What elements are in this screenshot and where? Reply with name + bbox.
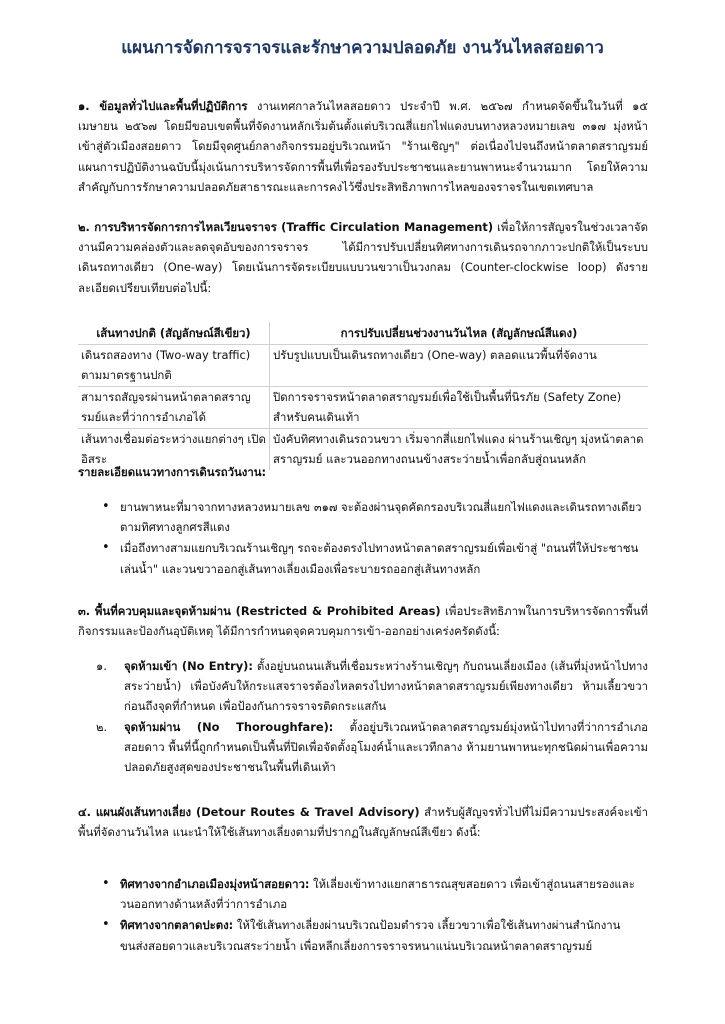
section-3-heading: ๓. พื้นที่ควบคุมและจุดห้ามผ่าน (Restricted & Prohibited Areas): [78, 604, 441, 618]
bullet-icon: •: [102, 540, 110, 556]
section-2-body: เพื่อให้การสัญจรในช่วงเวลาจัดงานมีความคล่องตัวและลดจุดอับของการจราจร ได้มีการปรับเปลี่ยนทิศทางการเดินรถจากภาวะปกติให้เป็นระบบเดินรถทางเดียว (One-way) โดยเน้นการจัดระเบียบแบบวนขวาเป็นวงกลม (Counter-clockwise loop) ดังรายละเอียดเปรียบเทียบต่อไปนี้:: [78, 220, 648, 295]
list-item: ๑. จุดห้ามเข้า (No Entry): ตั้งอยู่บนถนนเส้นที่เชื่อมระหว่างร้านเชิญๆ กับถนนเลี่ยงเมือง (เส้นที่มุ่งหน้าไปทางสระว่ายน้ำ) เพื่อบังคับให้กระแสจราจรต้องไหลตรงไปทางหน้าตลาดสราญรมย์เพียงทางเดียว ห้ามเลี้ยวขวาก่อนถึงจุดที่กำหนด เพื่อป้องกันการจราจรติดกระแสกัน: [96, 659, 648, 714]
table-header-cell: การปรับเปลี่ยนช่วงงานวันไหล (สัญลักษณ์สีแดง): [340, 325, 578, 340]
table-row: [78, 387, 648, 429]
list-item: • ทิศทางจากอำเภอเมืองมุ่งหน้าสอยดาว: ให้เลี่ยงเข้าทางแยกสาธารณสุขสอยดาว เพื่อเข้าสู่ถนนสายรองและวนออกทางด้านหลังที่ว่าการอำเภอ: [102, 876, 635, 912]
traffic-comparison-table: [78, 322, 648, 470]
restricted-areas-list: [96, 656, 648, 777]
page-title: แผนการจัดการจราจรและรักษาความปลอดภัย งานวันไหลสอยดาว: [121, 38, 604, 58]
section-3: [78, 601, 648, 641]
table-cell: ปรับรูปแบบเป็นเดินรถทางเดียว (One-way) ตลอดแนวพื้นที่จัดงาน: [270, 345, 649, 387]
list-item: • ยานพาหนะที่มาจากทางหลวงหมายเลข ๓๑๗ จะต้องผ่านจุดคัดกรองบริเวณสี่แยกไฟแดงและเดินรถทางเดียวตามทิศทางลูกศรสีแดง: [102, 499, 642, 535]
section-2-heading: ๒. การบริหารจัดการการไหลเวียนจราจร (Traffic Circulation Management): [78, 220, 494, 234]
route-list: [96, 497, 648, 580]
list-item: • เมื่อถึงทางสามแยกบริเวณร้านเชิญๆ รถจะต้องตรงไปทางหน้าตลาดสราญรมย์เพื่อเข้าสู่ "ถนนที่ให้ประชาชนเล่นน้ำ" และวนขวาออกสู่เส้นทางเลี่ยงเมืองเพื่อระบายรถออกสู่เส้นทางหลัก: [102, 540, 639, 576]
table-row: [78, 345, 648, 387]
route-details-heading: รายละเอียดแนวทางการเดินรถวันงาน:: [78, 465, 267, 479]
detour-list: [96, 874, 648, 957]
section-3-body: เพื่อประสิทธิภาพในการบริหารจัดการพื้นที่กิจกรรมและป้องกันอุบัติเหตุ ได้มีการกำหนดจุดควบคุมการเข้า-ออกอย่างเคร่งครัดดังนี้:: [78, 604, 648, 639]
table-cell: สามารถสัญจรผ่านหน้าตลาดสราญรมย์และที่ว่าการอำเภอได้: [78, 387, 270, 429]
section-1-body: งานเทศกาลวันไหลสอยดาว ประจำปี พ.ศ. ๒๕๖๗ กำหนดจัดขึ้นในวันที่ ๑๕ เมษายน ๒๕๖๗ โดยมีขอบเขตพื้นที่จัดงานหลักเริ่มต้นตั้งแต่บริเวณสี่แยกไฟแดงบนทางหลวงหมายเลข ๓๑๗ มุ่งหน้าเข้าสู่ตัวเมืองสอยดาว โดยมีจุดศูนย์กลางกิจกรรมอยู่บริเวณหน้า "ร้านเชิญๆ" ต่อเนื่องไปจนถึงหน้าตลาดสราญรมย์ แผนการปฏิบัติงานฉบับนี้มุ่งเน้นการบริหารจัดการพื้นที่เพื่อรองรับประชาชนและยานพาหนะจำนวนมาก โดยให้ความสำคัญกับการรักษาความปลอดภัยสาธารณะและการคงไว้ซึ่งประสิทธิภาพการไหลของจราจรในเขตเทศบาล: [78, 99, 648, 194]
table-cell: เดินรถสองทาง (Two-way traffic) ตามมาตรฐานปกติ: [78, 345, 270, 387]
section-1-heading: ๑. ข้อมูลทั่วไปและพื้นที่ปฏิบัติการ: [78, 99, 248, 113]
bullet-icon: •: [102, 876, 110, 891]
section-4-body: สำหรับผู้สัญจรทั่วไปที่ไม่มีความประสงค์จะเข้าพื้นที่จัดงานวันไหล แนะนำให้ใช้เส้นทางเลี่ยงตามที่ปรากฏในสัญลักษณ์สีเขียว ดังนี้:: [78, 805, 648, 840]
list-item: ๒. จุดห้ามผ่าน (No Thoroughfare): ตั้งอยู่บริเวณหน้าตลาดสราญรมย์มุ่งหน้าไปทางที่ว่าการอำเภอสอยดาว พื้นที่นี้ถูกกำหนดเป็นพื้นที่ปิดเพื่อจัดตั้งอุโมงค์น้ำและเวทีกลาง ห้ามยานพาหนะทุกชนิดผ่านเพื่อความปลอดภัยสูงสุดของประชาชนในพื้นที่เดินเท้า: [96, 719, 648, 775]
section-4-heading: ๔. แผนผังเส้นทางเลี่ยง (Detour Routes & Travel Advisory): [78, 805, 420, 819]
table-header-cell: เส้นทางปกติ (สัญลักษณ์สีเขียว): [78, 322, 270, 345]
section-1: [78, 96, 648, 197]
table-cell: เส้นทางเชื่อมต่อระหว่างแยกต่างๆ เปิดอิสระ: [78, 429, 270, 471]
section-2: [78, 217, 648, 298]
table-header-row: [78, 322, 648, 345]
bullet-icon: •: [102, 917, 110, 933]
bullet-icon: •: [102, 499, 110, 514]
section-4: [78, 802, 648, 842]
table-cell: ปิดการจราจรหน้าตลาดสราญรมย์เพื่อใช้เป็นพื้นที่นิรภัย (Safety Zone) สำหรับคนเดินเท้า: [270, 387, 649, 429]
list-item: • ทิศทางจากตลาดปะตง: ให้ใช้เส้นทางเลี่ยงผ่านบริเวณป้อมตำรวจ เลี้ยวขวาเพื่อใช้เส้นทางผ่านสำนักงานขนส่งสอยดาวและบริเวณสระว่ายน้ำ เพื่อหลีกเลี่ยงการจราจรหนาแน่นบริเวณหน้าตลาดสราญรมย์: [102, 917, 621, 953]
table-cell: บังคับทิศทางเดินรถวนขวา เริ่มจากสี่แยกไฟแดง ผ่านร้านเชิญๆ มุ่งหน้าตลาดสราญรมย์ และวนออกทางถนนข้างสระว่ายน้ำเพื่อกลับสู่ถนนหลัก: [270, 429, 649, 471]
